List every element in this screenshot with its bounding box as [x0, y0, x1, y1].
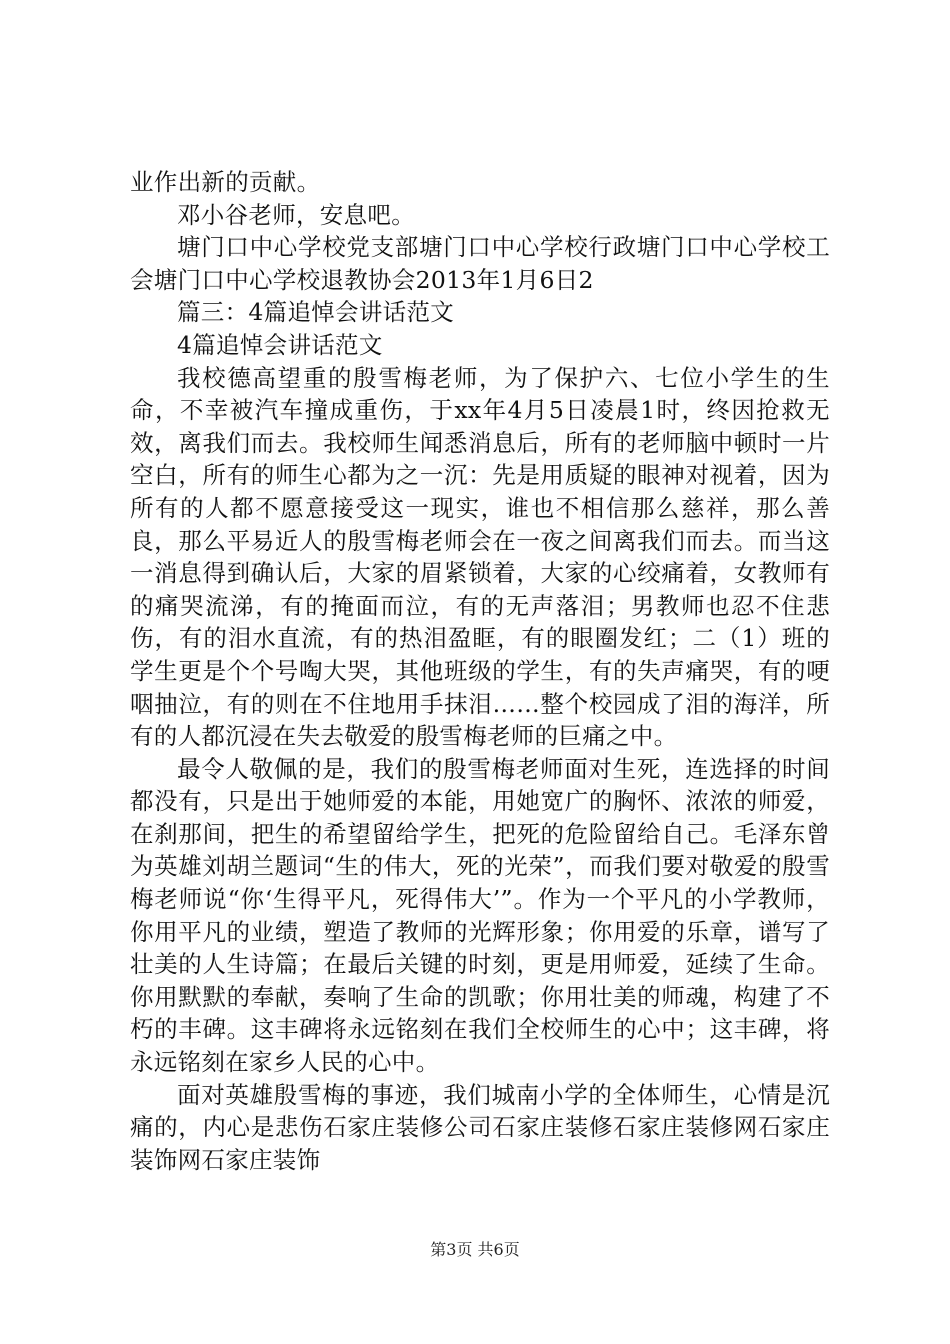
section-heading: 篇三：4篇追悼会讲话范文	[177, 298, 455, 327]
paragraph-3: 塘门口中心学校党支部塘门口中心学校行政塘门口中心学校工会塘门口中心学校退教协会2013年1月6日2	[130, 233, 830, 294]
paragraph-1: 业作出新的贡献。	[130, 168, 321, 196]
paragraph-8: 面对英雄殷雪梅的事迹，我们城南小学的全体师生，心情是沉痛的，内心是悲伤石家庄装修公司石家庄装修石家庄装修网石家庄装饰网石家庄装饰	[130, 1080, 830, 1174]
section-subheading: 4篇追悼会讲话范文	[177, 330, 383, 359]
document-body	[130, 166, 830, 1176]
page-number-footer: 第3页 共6页	[430, 1240, 520, 1259]
paragraph-6: 我校德高望重的殷雪梅老师，为了保护六、七位小学生的生命，不幸被汽车撞成重伤，于xx年4月5日凌晨1时，终因抢救无效，离我们而去。我校师生闻悉消息后，所有的老师脑中顿时一片空白，所有的师生心都为之一沉：先是用质疑的眼神对视着，因为所有的人都不愿意接受这一现实，谁也不相信那么慈祥，那么善良，那么平易近人的殷雪梅老师会在一夜之间离我们而去。而当这一消息得到确认后，大家的眉紧锁着，大家的心绞痛着，女教师有的痛哭流涕，有的掩面而泣，有的无声落泪；男教师也忍不住悲伤，有的泪水直流，有的热泪盈眶，有的眼圈发红；二（1）班的学生更是个个号啕大哭，其他班级的学生，有的失声痛哭，有的哽咽抽泣，有的则在不住地用手抹泪……整个校园成了泪的海洋，所有的人都沉浸在失去敬爱的殷雪梅老师的巨痛之中。	[130, 363, 830, 751]
paragraph-7: 最令人敬佩的是，我们的殷雪梅老师面对生死，连选择的时间都没有，只是出于她师爱的本能，用她宽广的胸怀、浓浓的师爱，在刹那间，把生的希望留给学生，把死的危险留给自己。毛泽东曾为英雄刘胡兰题词“生的伟大，死的光荣”，而我们要对敬爱的殷雪梅老师说“你‘生得平凡，死得伟大’”。作为一个平凡的小学教师，你用平凡的业绩，塑造了教师的光辉形象；你用爱的乐章，谱写了壮美的人生诗篇；在最后关键的时刻，更是用师爱，延续了生命。你用默默的奉献，奏响了生命的凯歌；你用壮美的师魂，构建了不朽的丰碑。这丰碑将永远铭刻在我们全校师生的心中；这丰碑，将永远铭刻在家乡人民的心中。	[130, 754, 830, 1077]
paragraph-2: 邓小谷老师，安息吧。	[177, 200, 415, 229]
